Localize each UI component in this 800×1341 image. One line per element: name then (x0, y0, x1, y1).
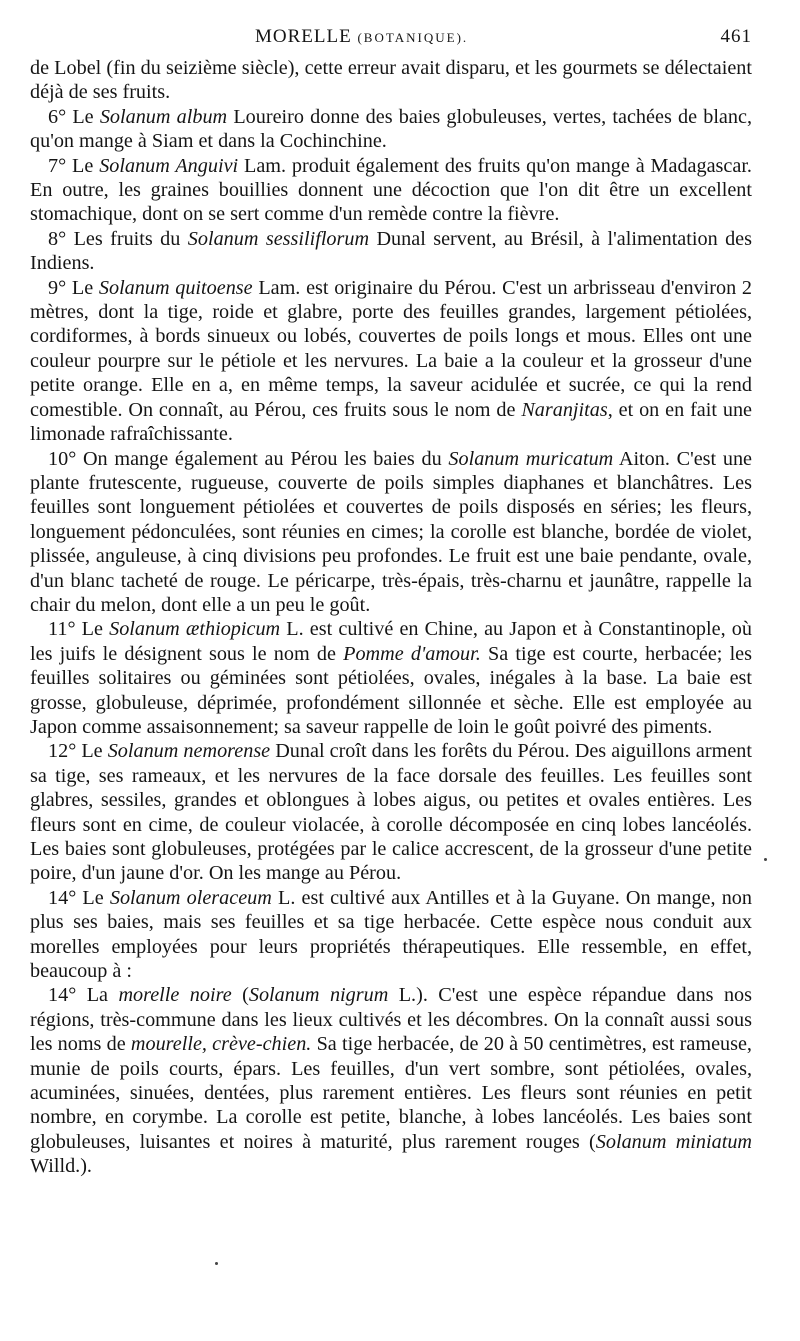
text-run: Sa tige est courte, herbacée; les feuilles solitaires ou géminées sont pétiolées, ovales, inégales à la base. La baie est grosse, globuleuse, déprimée, profondément sillonnée et sèche. Elle est employée au Japon comme assaisonnement; sa saveur rappelle de loin le goût poivré des piments. (30, 642, 752, 738)
text-run: 11° Le (48, 618, 110, 641)
text-run: 10° On mange également au Pérou les baies du (48, 447, 449, 470)
running-title (255, 26, 468, 48)
italic-run: mourelle, crève-chien. (130, 1033, 312, 1056)
text-run: , et on en fait une limonade rafraîchissante. (30, 398, 753, 446)
italic-run: Solanum æthiopicum (109, 618, 281, 641)
italic-run: Pomme d'amour. (343, 642, 481, 665)
paragraph-3 (30, 154, 752, 227)
italic-run: Solanum muricatum (448, 447, 614, 470)
running-title-sub: (BOTANIQUE). (357, 30, 469, 45)
italic-run: Solanum Anguivi (99, 154, 239, 177)
paragraph-1 (30, 56, 752, 105)
text-run: 7° Le (48, 154, 100, 177)
paragraph-9 (30, 886, 752, 984)
paragraph-2 (30, 105, 752, 154)
text-run: 6° Le (48, 105, 100, 128)
text-run: 14° La (48, 984, 119, 1007)
text-run: L. est cultivé en Chine, au Japon et à Constantinople, où les juifs le désignent sous le nom de (30, 618, 752, 665)
paragraph-10 (30, 983, 752, 1178)
text-run: de Lobel (fin du seizième siècle), cette erreur avait disparu, et les gourmets se délectaient déjà de ses fruits. (30, 57, 752, 104)
text-run: Willd.). (30, 1155, 92, 1178)
text-run: Aiton. C'est une plante frutescente, rugueuse, couverte de poils simples diaphanes et blanchâtres. Les feuilles sont longuement pétiolées et couvertes de poils disposés en séries; les fleurs, longuement pédonculées, sont réunies en cimes; la corolle est blanche, bordée de violet, plissée, anguleuse, à cinq divisions peu profondes. Le fruit est une baie pendante, ovale, d'un blanc tacheté de rouge. Le péricarpe, très-épais, très-charnu et jaunâtre, rappelle la chair du melon, dont elle a un peu le goût. (30, 447, 753, 616)
text-run: Lam. produit également des fruits qu'on mange à Madagascar. En outre, les graines bouillies donnent une décoction que l'on dit être un excellent stomachique, dont on se sert comme d'un remède contre la fièvre. (30, 154, 752, 226)
text-body (30, 56, 752, 1179)
italic-run: Solanum nigrum (248, 984, 389, 1007)
text-run: Sa tige herbacée, de 20 à 50 centimètres, est rameuse, munie de poils courts, épars. Les feuilles, d'un vert sombre, sont pétiolées, ovales, acuminées, sinuées, dentées, plus rarement entières. Les fleurs sont réunies en petit nombre, en corymbe. La corolle est petite, blanche, à lobes lancéolés. Les baies sont globuleuses, luisantes et noires à maturité, plus rarement rouges ( (30, 1033, 752, 1153)
text-run: 14° Le (48, 886, 110, 909)
italic-run: Solanum miniatum (595, 1130, 752, 1153)
scan-speck (764, 858, 767, 861)
text-run: 12° Le (48, 740, 108, 763)
text-run: Dunal servent, au Brésil, à l'alimentation des Indiens. (30, 227, 752, 275)
text-run: Lam. est originaire du Pérou. C'est un arbrisseau d'environ 2 mètres, dont la tige, roide et glabre, porte des feuilles grandes, largement pétiolées, cordiformes, à bords sinueux ou lobés, couvertes de poils longs et mous. Elles ont une couleur pourpre sur le pétiole et les nervures. La baie a la couleur et la grosseur d'une petite orange. Elle en a, en même temps, la saveur acidulée et sucrée, ce qui la rend comestible. On connaît, au Pérou, ces fruits sous le nom de (30, 276, 752, 421)
text-run: L.). C'est une espèce répandue dans nos régions, très-commune dans les lieux cultivés et les décombres. On la connaît aussi sous les noms de (30, 984, 753, 1056)
italic-run: Solanum album (99, 105, 228, 128)
italic-run: Solanum nemorense (107, 740, 271, 763)
paragraph-4 (30, 227, 752, 276)
running-title-main: MORELLE (255, 26, 352, 47)
italic-run: morelle noire (118, 984, 232, 1007)
text-run: L. est cultivé aux Antilles et à la Guyane. On mange, non plus ses baies, mais ses feuilles et sa tige herbacée. Cette espèce nous conduit aux morelles employées pour leurs propriétés thérapeutiques. Elle ressemble, en effet, beaucoup à : (30, 886, 752, 983)
text-run: 9° Le (48, 276, 99, 299)
book-page (30, 26, 752, 1179)
italic-run: Naranjitas (521, 398, 608, 421)
text-run: Loureiro donne des baies globuleuses, vertes, tachées de blanc, qu'on mange à Siam et dans la Cochinchine. (30, 105, 752, 153)
paragraph-8 (30, 739, 752, 885)
text-run: Dunal croît dans les forêts du Pérou. Des aiguillons arment sa tige, ses rameaux, et les nervures de la face dorsale des feuilles. Les feuilles sont glabres, sessiles, grandes et oblongues à lobes aigus, ou petites et ovales entières. Les fleurs sont en cime, de couleur violacée, à corolle décomposée en cinq lobes lancéolés. Les baies sont globuleuses, protégées par le calice accrescent, de la grosseur d'une petite poire, d'un jaune d'or. On les mange au Pérou. (30, 740, 752, 885)
italic-run: Solanum sessiliflorum (187, 227, 370, 250)
text-run: ( (231, 984, 249, 1007)
italic-run: Solanum oleraceum (109, 886, 272, 909)
paragraph-5 (30, 276, 752, 447)
italic-run: Solanum quitoense (98, 276, 253, 299)
paragraph-6 (30, 447, 752, 618)
scan-speck (215, 1262, 218, 1265)
running-header (30, 26, 752, 56)
page-number: 461 (720, 26, 752, 47)
paragraph-7 (30, 617, 752, 739)
text-run: 8° Les fruits du (48, 227, 188, 250)
